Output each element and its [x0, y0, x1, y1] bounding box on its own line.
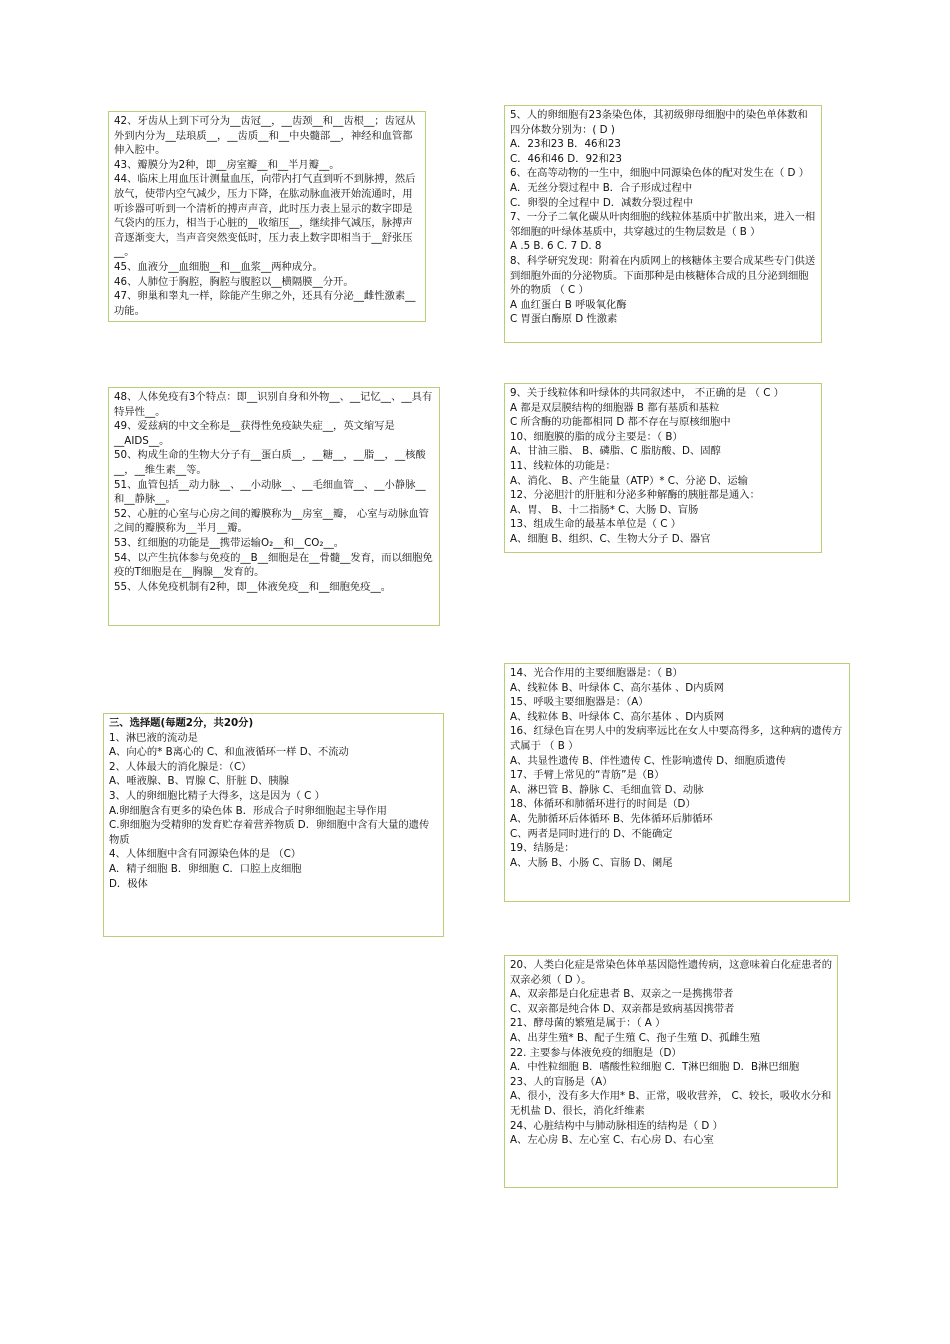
question-47: 47、卵巢和睾丸一样，除能产生卵之外，还具有分泌__雌性激素__功能。	[114, 290, 416, 317]
question-8: 8、科学研究发现：附着在内质网上的核糖体主要合成某些专门供送到细胞外面的分泌物质。下面那种是由核糖体合成的且分泌到细胞外的物质 （ C ）	[510, 254, 816, 297]
question-1: 1、淋巴液的流动是	[109, 731, 198, 744]
question-2-options: A、唾液腺、B、胃腺 C、肝脏 D、胰腺	[109, 775, 289, 788]
choice-box-20-24	[504, 955, 838, 1188]
question-18-options-cd: C、两者是同时进行的 D、不能确定	[510, 827, 673, 840]
fill-blank-box-48-55	[108, 387, 440, 626]
choice-box-9-13	[504, 383, 822, 553]
question-15: 15、呼吸主要细胞器是：（A）	[510, 696, 649, 709]
question-13-options: A、细胞 B、组织、C、生物大分子 D、器官	[510, 532, 711, 545]
question-48: 48、人体免疫有3个特点：即__识别自身和外物__、__记忆__、__具有特异性__。	[114, 391, 433, 418]
question-5-options-ab: A．23和23 B．46和23	[510, 138, 621, 151]
choice-box-1-4	[103, 713, 444, 937]
question-17: 17、手臂上常见的“青筋”是（B）	[510, 769, 665, 782]
question-19: 19、结肠是：	[510, 842, 575, 855]
question-3-options-ab: A.卵细胞含有更多的染色体 B．形成合子时卵细胞起主导作用	[109, 804, 387, 817]
question-21: 21、酵母菌的繁殖是属于：（ A ）	[510, 1017, 666, 1030]
question-11: 11、线粒体的功能是：	[510, 459, 616, 472]
question-50: 50、构成生命的生物大分子有__蛋白质__，__糖__，__脂__，__核酸__，__维生素__等。	[114, 449, 426, 476]
question-45: 45、血液分__血细胞__和__血浆__两种成分。	[114, 260, 323, 273]
question-10-options: A、甘油三脂、 B、磷脂、C 脂肪酸、D、固醇	[510, 445, 721, 458]
question-20-options-cd: C、双亲都是纯合体 D、双亲都是致病基因携带者	[510, 1002, 735, 1015]
question-23: 23、人的盲肠是（A）	[510, 1075, 613, 1088]
question-8-options-cd: C 胃蛋白酶原 D 性激素	[510, 313, 618, 326]
question-5: 5、人的卵细胞有23条染色体，其初级卵母细胞中的染色单体数和四分体数分别为：( D )	[510, 109, 808, 136]
question-7-options: A .5 B. 6 C. 7 D. 8	[510, 240, 602, 253]
question-19-options: A、大肠 B、小肠 C、盲肠 D、阑尾	[510, 856, 673, 869]
question-18: 18、体循环和肺循环进行的时间是（D）	[510, 798, 696, 811]
question-44: 44、临床上用血压计测量血压，向带内打气直到听不到脉搏，然后放气，使带内空气减少，压力下降，在肱动脉血液开始流通时，用听诊器可听到一个清析的搏声声音，此时压力表上显示的数字即是气袋内的压力，相当于心脏的__收缩压__，继续排气减压，脉搏声音逐渐变大，当声音突然变低时，压力表上数字即相当于__舒张压__。	[114, 173, 416, 259]
question-9-options-ab: A 都是双层膜结构的细胞器 B 都有基质和基粒	[510, 401, 720, 414]
question-4: 4、人体细胞中含有同源染色体的是 （C）	[109, 848, 302, 861]
question-8-options-ab: A 血红蛋白 B 呼吸氧化酶	[510, 298, 627, 311]
question-7: 7、一分子二氧化碳从叶肉细胞的线粒体基质中扩散出来，进入一相邻细胞的叶绿体基质中，共穿越过的生物层数是（ B ）	[510, 211, 816, 238]
question-54: 54、以产生抗体参与免疫的__B__细胞是在__骨髓__发育，而以细胞免疫的T细胞是在__胸腺__发育的。	[114, 551, 433, 579]
question-15-options: A、线粒体 B、叶绿体 C、高尔基体 、D内质网	[510, 710, 725, 723]
question-6-options-cd: C．卵裂的全过程中 D．减数分裂过程中	[510, 196, 694, 209]
question-11-options: A、消化、 B、产生能量（ATP）* C、分泌 D、运输	[510, 474, 748, 487]
question-1-options: A、向心的* B离心的 C、和血液循环一样 D、不流动	[109, 746, 349, 759]
question-23-options: A、很小，没有多大作用* B、正常，吸收营养， C、较长，吸收水分和无机盐 D、很长，消化纤维素	[510, 1090, 832, 1117]
question-16-options: A、共显性遗传 B、伴性遗传 C、性影响遗传 D、细胞质遗传	[510, 754, 786, 767]
question-24-options: A、左心房 B、左心室 C、右心房 D、右心室	[510, 1134, 714, 1147]
choice-box-14-19	[504, 663, 850, 902]
question-9: 9、关于线粒体和叶绿体的共同叙述中， 不正确的是 （ C ）	[510, 387, 784, 399]
question-4-option-d: D．极体	[109, 877, 148, 890]
question-12: 12、分泌胆汁的肝脏和分泌多种解酶的胰脏都是通入：	[510, 489, 760, 502]
question-49: 49、爱兹病的中文全称是__获得性免疫缺失症__，英文缩写是__AIDS__。	[114, 420, 395, 447]
question-51: 51、血管包括__动力脉__、__小动脉__、__毛细血管__、__小静脉__和__静脉__。	[114, 478, 426, 506]
question-53: 53、红细胞的功能是__携带运输O₂__和__CO₂__。	[114, 536, 345, 549]
question-55: 55、人体免疫机制有2种，即__体液免疫__和__细胞免疫__。	[114, 580, 392, 593]
question-20: 20、人类白化症是常染色体单基因隐性遗传病，这意味着白化症患者的双亲必须（ D ）。	[510, 959, 833, 986]
question-17-options: A、淋巴管 B、静脉 C、毛细血管 D、动脉	[510, 783, 704, 796]
question-3: 3、人的卵细胞比精子大得多，这是因为（ C ）	[109, 789, 325, 802]
question-13: 13、组成生命的最基本单位是（ C ）	[510, 518, 681, 531]
question-12-options: A、胃、 B、十二指肠* C、大肠 D、盲肠	[510, 503, 699, 516]
question-14-options: A、线粒体 B、叶绿体 C、高尔基体 、D内质网	[510, 681, 725, 694]
question-6: 6、在高等动物的一生中，细胞中同源染色体的配对发生在（ D ）	[510, 167, 810, 180]
question-21-options: A、出芽生殖* B、配子生殖 C、孢子生殖 D、孤雌生殖	[510, 1031, 761, 1044]
question-3-options-cd: C.卵细胞为受精卵的发育贮存着营养物质 D．卵细胞中含有大量的遗传物质	[109, 819, 430, 846]
question-46: 46、人肺位于胸腔，胸腔与腹腔以__横隔膜__分开。	[114, 275, 354, 288]
question-16: 16、红绿色盲在男人中的发病率远比在女人中要高得多，这种病的遗传方式属于 （ B ）	[510, 725, 843, 752]
question-2: 2、人体最大的消化腺是：（C）	[109, 760, 252, 773]
question-18-options-ab: A、先肺循环后体循环 B、先体循环后肺循环	[510, 812, 713, 825]
question-22: 22. 主要参与体液免疫的细胞是（D）	[510, 1046, 682, 1059]
question-43: 43、瓣膜分为2种，即__房室瓣__和__半月瓣__。	[114, 158, 340, 171]
choice-box-5-8	[504, 105, 822, 343]
question-5-options-cd: C．46和46 D．92和23	[510, 152, 622, 165]
question-14: 14、光合作用的主要细胞器是：（ B）	[510, 667, 683, 679]
question-20-options-ab: A、双亲都是白化症患者 B、双亲之一是携携带者	[510, 988, 734, 1001]
question-9-options-cd: C 所含酶的功能都相同 D 都不存在与原核细胞中	[510, 416, 731, 429]
question-24: 24、心脏结构中与肺动脉相连的结构是（ D ）	[510, 1119, 723, 1132]
fill-blank-box-42-47	[108, 111, 426, 322]
section-heading: 三、选择题(每题2分，共20分)	[109, 717, 254, 729]
question-42: 42、牙齿从上到下可分为__齿冠__，__齿颈__和__齿根__；齿冠从外到内分为__珐琅质__，__齿质__和__中央髓部__，神经和血管都伸入腔中。	[114, 115, 416, 157]
question-6-options-ab: A．无丝分裂过程中 B．合子形成过程中	[510, 181, 693, 194]
question-10: 10、细胞膜的脂的成分主要是：（ B）	[510, 430, 683, 443]
question-4-options-abc: A．精子细胞 B．卵细胞 C．口腔上皮细胞	[109, 862, 302, 875]
question-52: 52、心脏的心室与心房之间的瓣膜称为__房室__瓣， 心室与动脉血管之间的瓣膜称为__半月__瓣。	[114, 507, 429, 535]
question-22-options: A．中性粒细胞 B．嗜酸性粒细胞 C．T淋巴细胞 D．B淋巴细胞	[510, 1061, 800, 1074]
